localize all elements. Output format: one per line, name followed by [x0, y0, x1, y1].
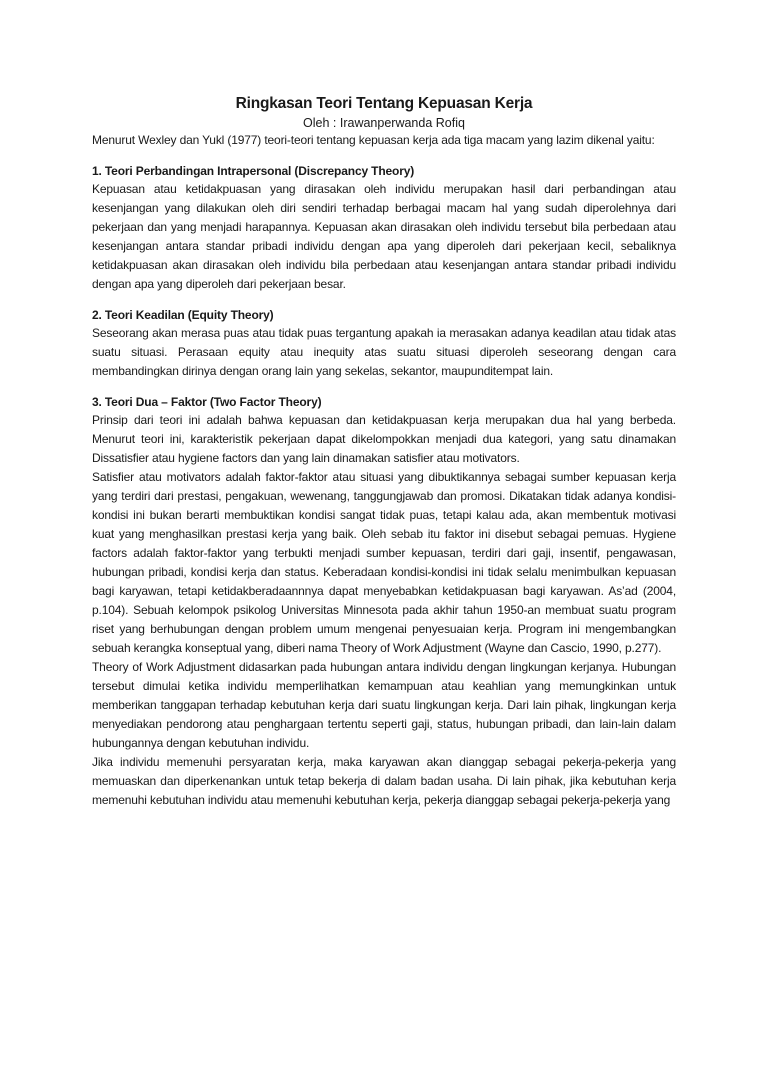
body-paragraph: Theory of Work Adjustment didasarkan pada hubungan antara individu dengan lingkungan kerjanya. Hubungan tersebut dimulai ketika individu memperlihatkan kemampuan atau keahlian yang memungkinkan untuk memberikan tanggapan terhadap kebutuhan kerja dari suatu lingkungan kerja. Dari lain pihak, lingkungan kerja menyediakan pendorong atau penghargaan tertentu seperti gaji, status, hubungan pribadi, dan lain-lain dalam hubungannya dengan kebutuhan individu.	[92, 660, 676, 750]
body-paragraph: Satisfier atau motivators adalah faktor-faktor atau situasi yang dibuktikannya sebagai sumber kepuasan kerja yang terdiri dari prestasi, pengakuan, wewenang, tanggungjawab dan promosi. Dikatakan tidak adanya kondisi-kondisi ini bukan berarti membuktikan kondisi sangat tidak puas, tetapi kalau ada, akan membentuk motivasi kuat yang menghasilkan prestasi kerja yang baik. Oleh sebab itu faktor ini disebut sebagai pemuas. Hygiene factors adalah faktor-faktor yang terbukti menjadi sumber kepuasan, terdiri dari gaji, insentif, pengawasan, hubungan pribadi, kondisi kerja dan status. Keberadaan kondisi-kondisi ini tidak selalu menimbulkan kepuasan bagi karyawan, tetapi ketidakberadaannnya dapat menyebabkan ketidakpuasan bagi karyawan. As’ad (2004, p.104). Sebuah kelompok psikolog Universitas Minnesota pada akhir tahun 1950-an membuat suatu program riset yang berhubungan dengan problem umum mengenai penyesuaian kerja. Program ini mengembangkan sebuah kerangka konseptual yang, diberi nama Theory of Work Adjustment (Wayne dan Cascio, 1990, p.277).	[92, 470, 676, 655]
section-text: Seseorang akan merasa puas atau tidak puas tergantung apakah ia merasakan adanya keadilan atau tidak atas suatu situasi. Perasaan equity atau inequity atas suatu situasi diperoleh seseorang dengan cara membandingkan dirinya dengan orang lain yang sekelas, sekantor, maupunditempat lain.	[92, 326, 676, 378]
document-page	[92, 94, 676, 810]
body-paragraph: Jika individu memenuhi persyaratan kerja, maka karyawan akan dianggap sebagai pekerja-pekerja yang memuaskan dan diperkenankan untuk tetap bekerja di dalam badan usaha. Di lain pihak, jika kebutuhan kerja memenuhi kebutuhan individu atau memenuhi kebutuhan kerja, pekerja dianggap sebagai pekerja-pekerja yang	[92, 755, 676, 807]
section-text: Kepuasan atau ketidakpuasan yang dirasakan oleh individu merupakan hasil dari perbandingan atau kesenjangan yang dilakukan oleh diri sendiri terhadap berbagai macam hal yang sudah diperolehnya dari pekerjaan dan yang menjadi harapannya. Kepuasan akan dirasakan oleh individu tersebut bila perbedaan atau kesenjangan antara standar pribadi individu dengan apa yang diperoleh dari pekerjaan kecil, sebaliknya ketidakpuasan akan dirasakan oleh individu bila perbedaan atau kesenjangan antara standar pribadi individu dengan apa yang diperoleh dari pekerjaan besar.	[92, 182, 676, 291]
intro-paragraph: Menurut Wexley dan Yukl (1977) teori-teori tentang kepuasan kerja ada tiga macam yang lazim dikenal yaitu:	[92, 133, 655, 147]
section-heading: 2. Teori Keadilan (Equity Theory)	[92, 308, 274, 322]
section-heading: 1. Teori Perbandingan Intrapersonal (Discrepancy Theory)	[92, 164, 415, 178]
section-text: Prinsip dari teori ini adalah bahwa kepuasan dan ketidakpuasan kerja merupakan dua hal yang berbeda. Menurut teori ini, karakteristik pekerjaan dapat dikelompokkan menjadi dua kategori, yang satu dinamakan Dissatisfier atau hygiene factors dan yang lain dinamakan satisfier atau motivators.	[92, 413, 676, 465]
section-two-factor-theory	[92, 393, 676, 468]
document-author: Oleh : Irawanperwanda Rofiq	[303, 116, 465, 130]
section-discrepancy-theory	[92, 162, 676, 294]
section-equity-theory	[92, 306, 676, 381]
section-heading: 3. Teori Dua – Faktor (Two Factor Theory)	[92, 395, 322, 409]
document-title: Ringkasan Teori Tentang Kepuasan Kerja	[235, 95, 533, 112]
